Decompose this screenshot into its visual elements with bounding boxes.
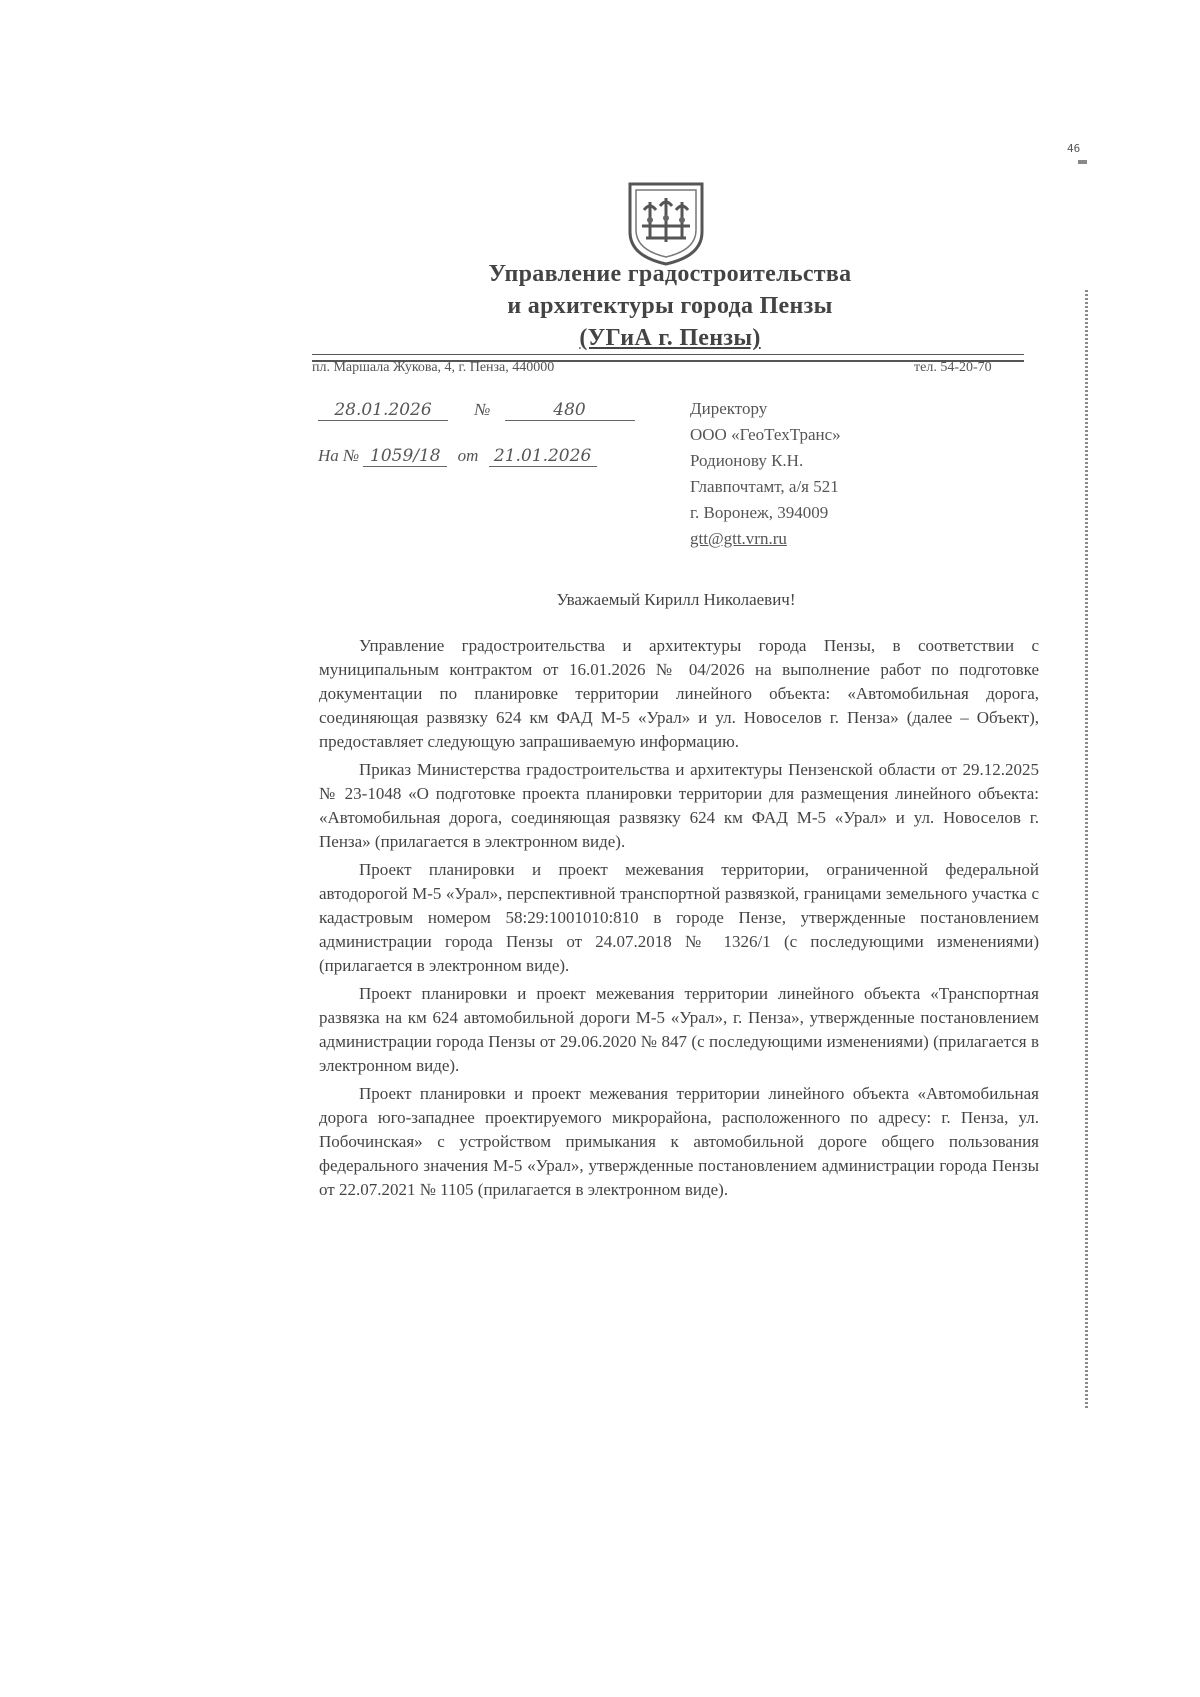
- org-abbreviation: (УГиА г. Пензы): [579, 325, 761, 351]
- paragraph: Проект планировки и проект межевания территории линейного объекта «Транспортная развязка на км 624 автомобильной дороги М-5 «Урал», г. Пенза», утвержденные постановлением администрации города Пензы от 29.06.2020 № 847 (с последующими изменениями) (прилагается в электронном виде).: [319, 984, 1039, 1075]
- reference-date: 21.01.2026: [489, 446, 597, 467]
- salutation: Уважаемый Кирилл Николаевич!: [556, 590, 796, 609]
- recipient-email: gtt@gtt.vrn.ru: [690, 529, 787, 548]
- org-phone: тел. 54-20-70: [914, 360, 992, 375]
- reference-number: 1059/18: [363, 446, 447, 467]
- org-address: пл. Маршала Жукова, 4, г. Пенза, 440000: [312, 360, 555, 375]
- reference-from-label: от: [457, 446, 479, 465]
- organization-title: [380, 258, 960, 354]
- recipient-po-box: Главпочтамт, а/я 521: [690, 477, 839, 496]
- scan-edge-mark: [1085, 290, 1088, 1410]
- org-name-line2: и архитектуры города Пензы: [507, 293, 833, 319]
- paragraph: Проект планировки и проект межевания территории линейного объекта «Автомобильная дорога юго-западнее проектируемого микрорайона, расположенного по адресу: г. Пенза, ул. Побочинская» с устройством примыкания к автомобильной дороге общего пользования федерального значения М-5 «Урал», утвержденные постановлением администрации города Пензы от 22.07.2021 № 1105 (прилагается в электронном виде).: [319, 1084, 1039, 1199]
- incoming-reference: [318, 446, 597, 467]
- paragraph: Управление градостроительства и архитектуры города Пензы, в соответствии с муниципальным контрактом от 16.01.2026 № 04/2026 на выполнение работ по подготовке документации по планировке территории линейного объекта: «Автомобильная дорога, соединяющая развязку 624 км ФАД М-5 «Урал» и ул. Новоселов г. Пенза» (далее – Объект), предоставляет следующую запрашиваемую информацию.: [319, 636, 1039, 751]
- recipient-city: г. Воронеж, 394009: [690, 503, 829, 522]
- recipient-position: Директору: [690, 399, 768, 418]
- number-label: №: [474, 400, 491, 419]
- paragraph: Приказ Министерства градостроительства и архитектуры Пензенской области от 29.12.2025 № 23-1048 «О подготовке проекта планировки территории для размещения линейного объекта: «Автомобильная дорога, соединяющая развязку 624 км ФАД М-5 «Урал» и ул. Новоселов г. Пенза» (прилагается в электронном виде).: [319, 760, 1039, 851]
- outgoing-date: 28.01.2026: [318, 400, 448, 421]
- recipient-block: [690, 396, 841, 552]
- page-number: 46: [1067, 142, 1081, 155]
- scan-edge-tick: [1078, 160, 1087, 164]
- org-name-line1: Управление градостроительства: [488, 261, 852, 287]
- outgoing-registration: [318, 400, 635, 421]
- reference-label: На №: [318, 446, 360, 465]
- outgoing-number: 480: [505, 400, 635, 421]
- letter-body: [319, 634, 1039, 1206]
- paragraph: Проект планировки и проект межевания территории, ограниченной федеральной автодорогой М-5 «Урал», перспективной транспортной развязкой, границами земельного участка с кадастровым номером 58:29:1001010:810 в городе Пензе, утвержденные постановлением администрации города Пензы от 24.07.2018 № 1326/1 (с последующими изменениями) (прилагается в электронном виде).: [319, 860, 1039, 975]
- coat-of-arms-emblem: [626, 180, 706, 266]
- recipient-company: ООО «ГеоТехТранс»: [690, 425, 841, 444]
- recipient-name: Родионову К.Н.: [690, 451, 804, 470]
